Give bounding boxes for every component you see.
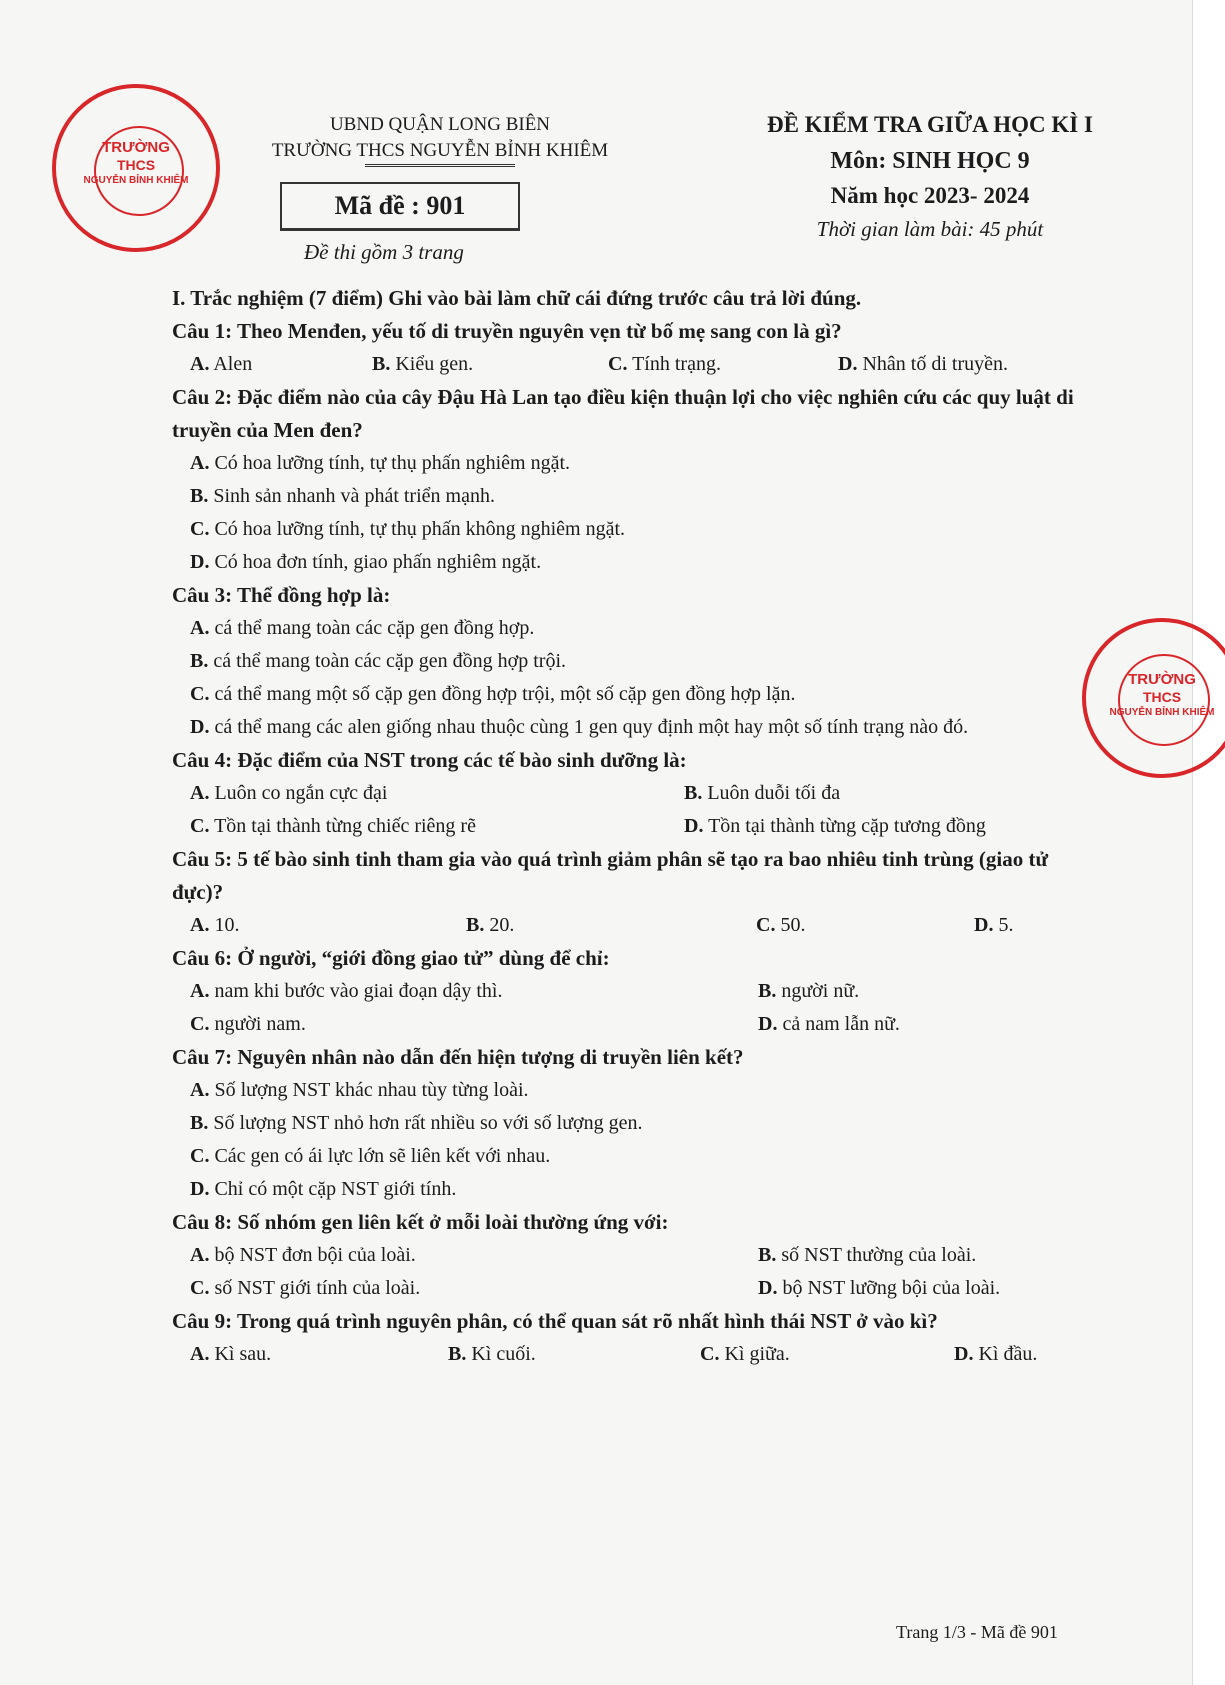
subject: Môn: SINH HỌC 9 [830,148,1030,174]
option-b: B. Số lượng NST nhỏ hơn rất nhiều so với số lượng gen. [190,1112,643,1134]
stamp-line2: THCS [1142,689,1182,705]
options-row [172,810,1092,843]
page-footer: Trang 1/3 - Mã đề 901 [896,1622,1058,1642]
option-a: A. bộ NST đơn bội của loài. [190,1244,416,1266]
page-edge [1192,0,1225,1685]
option-c: C. cá thể mang một số cặp gen đồng hợp trội, một số cặp gen đồng hợp lặn. [190,683,796,705]
duration: Thời gian làm bài: 45 phút [816,217,1044,241]
option-c: C. Có hoa lưỡng tính, tự thụ phấn không nghiêm ngặt. [190,518,626,540]
school-stamp [52,84,220,252]
stamp-line1: TRƯỜNG [1128,671,1196,688]
options-row [172,1239,1092,1272]
option-d: D. Tồn tại thành từng cặp tương đồng [684,815,986,837]
header-left [230,112,650,171]
question-8: Câu 8: Số nhóm gen liên kết ở mỗi loài thường ứng với: [172,1210,669,1234]
option-a: A. Có hoa lưỡng tính, tự thụ phấn nghiêm ngặt. [190,452,571,474]
options-row [172,1272,1092,1305]
section-title: I. Trắc nghiệm (7 điểm) Ghi vào bài làm chữ cái đứng trước câu trả lời đúng. [172,286,862,310]
exam-code-box: Mã đề : 901 [280,182,520,231]
options-row [172,975,1092,1008]
option-c: C. người nam. [190,1013,306,1035]
question-3: Câu 3: Thể đồng hợp là: [172,583,391,607]
stamp-line3: NGUYỄN BỈNH KHIÊM [83,175,189,186]
question-2: Câu 2: Đặc điểm nào của cây Đậu Hà Lan tạo điều kiện thuận lợi cho việc nghiên cứu các quy luật di truyền của Men đen? [172,385,1074,442]
option-c: C. Tính trạng. [608,353,721,375]
options-row [172,1008,1092,1041]
options-row [172,909,1092,942]
option-d: D. cá thể mang các alen giống nhau thuộc cùng 1 gen quy định một hay một số tính trạng nào đó. [190,716,969,738]
option-b: B. người nữ. [758,980,860,1002]
option-d: D. 5. [974,914,1014,936]
option-c: C. Tồn tại thành từng chiếc riêng rẽ [190,815,476,837]
pages-note: Đề thi gồm 3 trang [304,240,464,264]
option-a: A. 10. [190,914,240,936]
option-d: D. bộ NST lưỡng bội của loài. [758,1277,1001,1299]
option-a: A. Số lượng NST khác nhau tùy từng loài. [190,1079,529,1101]
option-b: B. Kiểu gen. [372,353,474,375]
option-d: D. Nhân tố di truyền. [838,353,1008,375]
org-name: UBND QUẬN LONG BIÊN [329,114,551,135]
options-row [172,777,1092,810]
options-row [172,1338,1092,1371]
option-b: B. Luôn duỗi tối đa [684,782,841,804]
option-a: A. Luôn co ngắn cực đại [190,782,388,804]
option-c: C. Các gen có ái lực lớn sẽ liên kết với nhau. [190,1145,551,1167]
option-b: B. cá thể mang toàn các cặp gen đồng hợp trội. [190,650,567,672]
option-d: D. Chỉ có một cặp NST giới tính. [190,1178,457,1200]
option-b: B. Kì cuối. [448,1343,536,1365]
option-a: A. cá thể mang toàn các cặp gen đồng hợp. [190,617,535,639]
stamp-line2: THCS [116,157,156,173]
question-5: Câu 5: 5 tế bào sinh tinh tham gia vào quá trình giảm phân sẽ tạo ra bao nhiêu tinh trùng (giao tử đực)? [172,847,1049,904]
stamp-line3: NGUYỄN BỈNH KHIÊM [1109,707,1215,718]
option-d: D. cả nam lẫn nữ. [758,1013,900,1035]
option-c: C. Kì giữa. [700,1343,790,1365]
option-c: C. 50. [756,914,806,936]
double-underline [365,164,515,171]
option-a: A. nam khi bước vào giai đoạn dậy thì. [190,980,503,1002]
option-c: C. số NST giới tính của loài. [190,1277,421,1299]
school-name: TRƯỜNG THCS NGUYỄN BỈNH KHIÊM [271,140,609,161]
option-a: A. Alen [190,353,253,375]
question-6: Câu 6: Ở người, “giới đồng giao tử” dùng để chỉ: [172,946,610,970]
question-4: Câu 4: Đặc điểm của NST trong các tế bào sinh dưỡng là: [172,748,687,772]
question-7: Câu 7: Nguyên nhân nào dẫn đến hiện tượng di truyền liên kết? [172,1045,744,1069]
options-row [172,348,1092,381]
option-d: D. Có hoa đơn tính, giao phấn nghiêm ngặt. [190,551,542,573]
school-year: Năm học 2023- 2024 [830,183,1030,208]
option-b: B. 20. [466,914,515,936]
option-b: B. số NST thường của loài. [758,1244,977,1266]
option-b: B. Sinh sản nhanh và phát triển mạnh. [190,485,495,507]
stamp-line1: TRƯỜNG [102,139,170,156]
question-1: Câu 1: Theo Menđen, yếu tố di truyền nguyên vẹn từ bố mẹ sang con là gì? [172,319,842,343]
option-d: D. Kì đầu. [954,1343,1038,1365]
header-right [730,112,1130,242]
exam-title: ĐỀ KIỂM TRA GIỮA HỌC KÌ I [767,112,1093,137]
question-9: Câu 9: Trong quá trình nguyên phân, có thể quan sát rõ nhất hình thái NST ở vào kì? [172,1309,938,1333]
question-list [172,282,1092,1371]
option-a: A. Kì sau. [190,1343,272,1365]
